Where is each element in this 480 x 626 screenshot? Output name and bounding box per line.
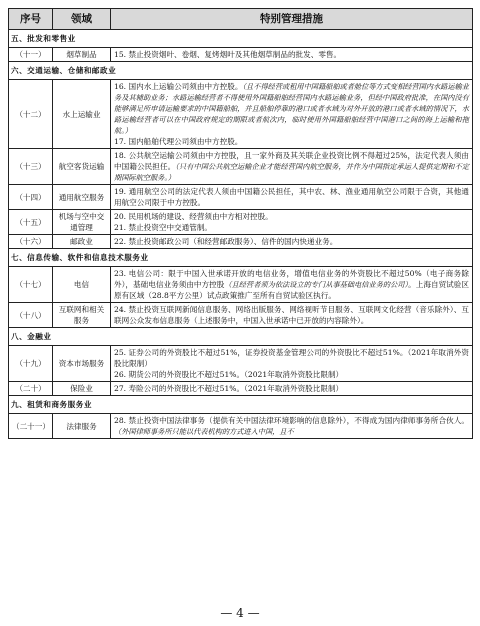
section-row bbox=[9, 30, 473, 48]
measure-item: 26. 期货公司的外资股比不超过51%。（2021年取消外资股比限制） bbox=[114, 370, 344, 379]
row-field: 通用航空服务 bbox=[53, 185, 111, 210]
header-measures: 特别管理措施 bbox=[111, 9, 473, 30]
row-measure bbox=[111, 149, 473, 185]
row-measure: 22. 禁止投资邮政公司（和经营邮政服务）、信件的国内快递业务。 bbox=[111, 235, 473, 249]
row-seq: （十二） bbox=[9, 80, 53, 149]
section-row bbox=[9, 328, 473, 346]
measure-note: （且经营者须为依法设立的专门从事基础电信业务的公司） bbox=[224, 280, 409, 289]
measure-note: （且不得经营或租用中国籍船舶或者舱位等方式变相经营国内水路运输业务及其辅助业务；水路运输经营者不得使用外国籍船舶经营国内水路运输业务，但经中国政府批准，在国内没有能够满足所申请运输要求的中国籍船舶，并且船舶停靠的港口或者水域为对外开放的港口或者水域的情况下，水路运输经营者可以在中国政府规定的期限或者航次内，临时使用外国籍船舶经营中国港口之间的海上运输和拖航。） bbox=[114, 82, 469, 135]
row-measure: 19. 通用航空公司的法定代表人须由中国籍公民担任，其中农、林、渔业通用航空公司限于合资，其他通用航空公司限于中方控股。 bbox=[111, 185, 473, 210]
row-measure: 24. 禁止投资互联网新闻信息服务、网络出版服务、网络视听节目服务、互联网文化经营（音乐除外）、互联网公众发布信息服务（上述服务中，中国入世承诺中已开放的内容除外）。 bbox=[111, 303, 473, 328]
measure-text: 。上海自贸试验区原有区域（28.8平方公里）试点政策推广至所有自贸试验区执行。 bbox=[114, 280, 469, 300]
measure-item: 25. 证券公司的外资股比不超过51%，证券投资基金管理公司的外资股比不超过51%。（2021年取消外资股比限制） bbox=[114, 348, 469, 368]
row-field: 保险业 bbox=[53, 382, 111, 396]
table-row bbox=[9, 346, 473, 382]
header-field: 领域 bbox=[53, 9, 111, 30]
row-field: 邮政业 bbox=[53, 235, 111, 249]
measure-note: （外国律师事务所只能以代表机构的方式进入中国，且不 bbox=[114, 427, 294, 436]
page-number: — 4 — bbox=[220, 606, 260, 620]
row-measure bbox=[111, 414, 473, 439]
row-seq: （十八） bbox=[9, 303, 53, 328]
row-field: 互联网和相关服务 bbox=[53, 303, 111, 328]
table-row bbox=[9, 149, 473, 185]
row-seq: （十九） bbox=[9, 346, 53, 382]
measure-text: 23. 电信公司：限于中国入世承诺开放的电信业务，增值电信业务的外资股比不超过50%（电子商务除外），基础电信业务须由中方控股 bbox=[114, 269, 469, 289]
row-field: 资本市场服务 bbox=[53, 346, 111, 382]
section-row bbox=[9, 396, 473, 414]
row-seq: （二十一） bbox=[9, 414, 53, 439]
table-row bbox=[9, 48, 473, 62]
measure-text: 16. 国内水上运输公司须由中方控股。 bbox=[114, 82, 243, 91]
section-row bbox=[9, 62, 473, 80]
row-field: 航空客货运输 bbox=[53, 149, 111, 185]
measure-item: 17. 国内船舶代理公司须由中方控股。 bbox=[114, 137, 243, 146]
measure-item: 21. 禁止投资空中交通管制。 bbox=[114, 223, 213, 232]
row-measure: 27. 寿险公司的外资股比不超过51%。（2021年取消外资股比限制） bbox=[111, 382, 473, 396]
row-seq: （十一） bbox=[9, 48, 53, 62]
measure-text: 28. 禁止投资中国法律事务（提供有关中国法律环境影响的信息除外），不得成为国内律师事务所合伙人。 bbox=[114, 416, 469, 425]
section-title: 九、租赁和商务服务业 bbox=[9, 396, 473, 414]
table-row bbox=[9, 414, 473, 439]
row-field: 机场与空中交通管理 bbox=[53, 210, 111, 235]
row-seq: （十四） bbox=[9, 185, 53, 210]
row-field: 烟草制品 bbox=[53, 48, 111, 62]
row-measure: 15. 禁止投资烟叶、卷烟、复烤烟叶及其他烟草制品的批发、零售。 bbox=[111, 48, 473, 62]
row-measure bbox=[111, 346, 473, 382]
table-row bbox=[9, 80, 473, 149]
table-row bbox=[9, 235, 473, 249]
section-title: 五、批发和零售业 bbox=[9, 30, 473, 48]
measure-item: 20. 民用机场的建设、经营须由中方相对控股。 bbox=[114, 212, 273, 221]
table-header-row bbox=[9, 9, 473, 30]
row-field: 电信 bbox=[53, 267, 111, 303]
row-seq: （十三） bbox=[9, 149, 53, 185]
table-row bbox=[9, 210, 473, 235]
special-measures-table bbox=[8, 8, 473, 439]
row-seq: （二十） bbox=[9, 382, 53, 396]
row-seq: （十六） bbox=[9, 235, 53, 249]
section-row bbox=[9, 249, 473, 267]
row-measure bbox=[111, 267, 473, 303]
row-field: 法律服务 bbox=[53, 414, 111, 439]
measure-item bbox=[114, 81, 469, 136]
table-row bbox=[9, 382, 473, 396]
table-row bbox=[9, 267, 473, 303]
section-title: 六、交通运输、仓储和邮政业 bbox=[9, 62, 473, 80]
header-seq: 序号 bbox=[9, 9, 53, 30]
row-measure bbox=[111, 210, 473, 235]
row-measure bbox=[111, 80, 473, 149]
row-seq: （十七） bbox=[9, 267, 53, 303]
row-seq: （十五） bbox=[9, 210, 53, 235]
row-field: 水上运输业 bbox=[53, 80, 111, 149]
table-row bbox=[9, 185, 473, 210]
table-row bbox=[9, 303, 473, 328]
section-title: 七、信息传输、软件和信息技术服务业 bbox=[9, 249, 473, 267]
measure-note: （只有中国公共航空运输企业才能经营国内航空服务，并作为中国指定承运人提供定期和不定期国际航空服务。） bbox=[114, 162, 470, 182]
section-title: 八、金融业 bbox=[9, 328, 473, 346]
measure-text: 18. 公共航空运输公司须由中方控股，且一家外商及其关联企业投资比例不得超过25%，法定代表人须由中国籍公民担任。 bbox=[114, 151, 469, 171]
